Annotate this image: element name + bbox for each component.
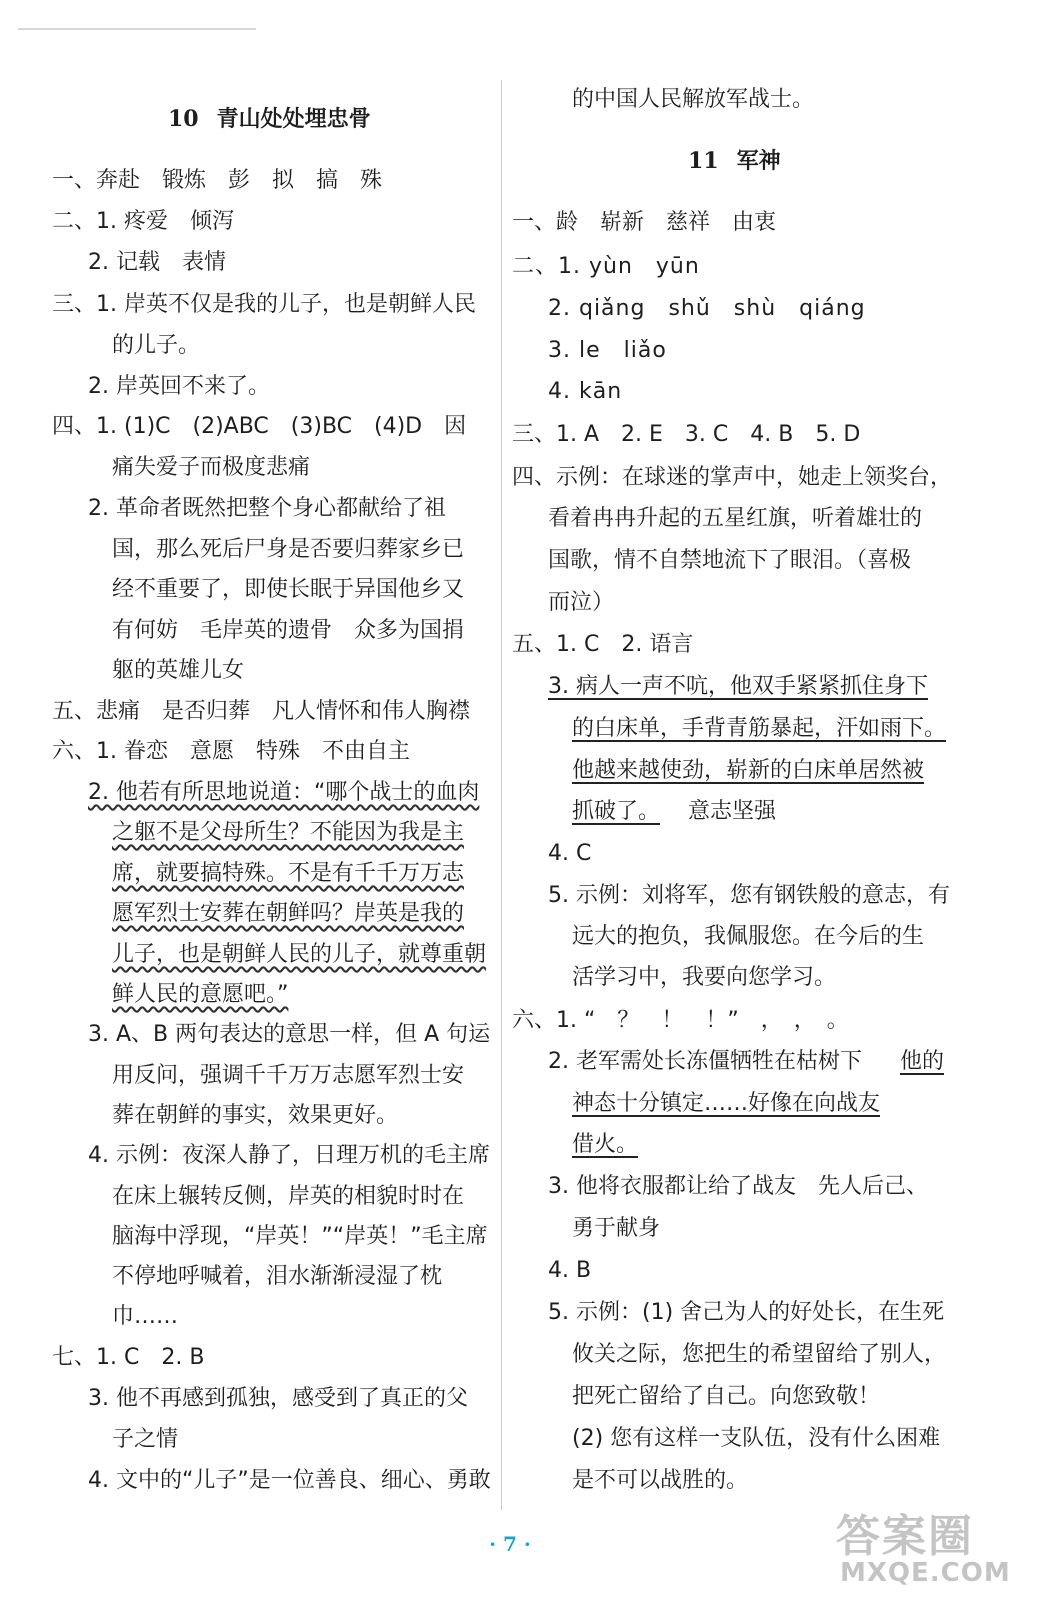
answer-line: 把死亡留给了自己。向您致敬！ — [572, 1384, 881, 1409]
answer-line: 活学习中，我要向您学习。 — [572, 965, 837, 990]
answer-line: 远大的抱负，我佩服您。在今后的生 — [572, 924, 925, 949]
answer-line: 2. 记载 表情 — [88, 250, 226, 275]
wavy-underlined-line: 席，就要搞特殊。不是有千千万万志 — [112, 861, 465, 886]
answer-line: 经不重要了，即使长眠于异国他乡又 — [112, 577, 465, 602]
answer-line: 国，那么死后尸身是否要归葬家乡已 — [112, 537, 465, 562]
answer-line: 躯的英雄儿女 — [112, 658, 245, 683]
section-title-11 — [688, 146, 781, 177]
answer-line: 子之情 — [112, 1427, 179, 1452]
answer-line: (2) 您有这样一支队伍，没有什么困难 — [572, 1426, 941, 1451]
answer-line: 3. 他将衣服都让给了战友 先人后己、 — [548, 1174, 928, 1199]
underlined-line: 神态十分镇定……好像在向战友 — [572, 1091, 881, 1116]
wavy-underlined-line: 儿子，也是朝鲜人民的儿子，就尊重朝 — [112, 942, 487, 967]
answer-line: 4. 示例：夜深人静了，日理万机的毛主席 — [88, 1143, 490, 1168]
wavy-underlined-line: 之躯不是父母所生？不能因为我是主 — [112, 820, 465, 845]
answer-line: 2. qiǎng shǔ shù qiáng — [548, 296, 866, 321]
answer-line: 2. 岸英回不来了。 — [88, 374, 270, 399]
answer-line: 4. B — [548, 1258, 592, 1283]
answer-line: 不停地呼喊着，泪水渐渐浸湿了枕 — [112, 1264, 443, 1289]
column-divider — [501, 80, 502, 1510]
answer-line: 五、1. C 2. 语言 — [512, 632, 694, 657]
answer-line: 3. le liǎo — [548, 338, 667, 363]
answer-line: 一、奔赴 锻炼 彭 拟 搞 殊 — [52, 168, 383, 193]
answer-line: 在床上辗转反侧，岸英的相貌时时在 — [112, 1184, 465, 1209]
wavy-underlined-line: 2. 他若有所思地说道：“哪个战士的血肉 — [88, 780, 480, 805]
answer-line: 脑海中浮现，“岸英！”“岸英！”毛主席 — [112, 1224, 488, 1249]
watermark-logo — [836, 1500, 1046, 1596]
answer-line: 勇于献身 — [572, 1216, 661, 1241]
underlined-line: 借火。 — [572, 1132, 639, 1157]
answer-line: 而泣） — [548, 590, 615, 615]
wavy-underlined-line: 愿军烈士安葬在朝鲜吗？岸英是我的 — [112, 901, 465, 926]
answer-line: 2. 革命者既然把整个身心都献给了祖 — [88, 496, 446, 521]
section-number: 11 — [688, 148, 719, 174]
section-title-text: 青山处处埋忠骨 — [216, 107, 371, 132]
answer-line: 有何妨 毛岸英的遗骨 众多为国捐 — [112, 618, 465, 643]
underlined-line: 他的 — [900, 1049, 945, 1074]
wavy-underlined-line: 鲜人民的意愿吧。” — [112, 982, 289, 1007]
answer-line: 六、1. “ ？ ！ ！” ， ， 。 — [512, 1008, 849, 1033]
answer-line: 痛失爱子而极度悲痛 — [112, 455, 311, 480]
answer-line: 七、1. C 2. B — [52, 1345, 205, 1370]
watermark-text: MXQE.COM — [840, 1558, 1011, 1588]
answer-line: 二、1. yùn yūn — [512, 254, 700, 279]
answer-line: 三、1. A 2. E 3. C 4. B 5. D — [512, 422, 861, 447]
continued-line: 的中国人民解放军战士。 — [572, 87, 815, 112]
answer-line: 2. 老军需处长冻僵牺牲在枯树下 — [548, 1049, 862, 1074]
answer-line: 四、示例：在球迷的掌声中，她走上领奖台， — [512, 465, 953, 490]
answer-line: 用反问，强调千千万万志愿军烈士安 — [112, 1063, 465, 1088]
section-number: 10 — [168, 106, 199, 132]
answer-line: 四、1. (1)C (2)ABC (3)BC (4)D 因 — [52, 414, 467, 439]
answer-line: 葬在朝鲜的事实，效果更好。 — [112, 1103, 399, 1128]
answer-line: 4. 文中的“儿子”是一位善良、细心、勇敢 — [88, 1468, 491, 1493]
page-number: · 7 · — [489, 1532, 531, 1556]
answer-line: 攸关之际，您把生的希望留给了别人， — [572, 1342, 947, 1367]
underlined-line: 的白床单，手背青筋暴起，汗如雨下。 — [572, 716, 947, 741]
answer-line: 3. 他不再感到孤独，感受到了真正的父 — [88, 1386, 468, 1411]
answer-line: 是不可以战胜的。 — [572, 1468, 749, 1493]
answer-line: 巾…… — [112, 1304, 179, 1329]
underlined-line: 他越来越使劲，崭新的白床单居然被 — [572, 758, 925, 783]
section-title-10 — [168, 104, 371, 135]
answer-line: 六、1. 眷恋 意愿 特殊 不由自主 — [52, 739, 410, 764]
answer-line: 4. C — [548, 841, 592, 866]
answer-line: 国歌，情不自禁地流下了眼泪。（喜极 — [548, 548, 912, 573]
answer-line: 5. 示例：刘将军，您有钢铁般的意志，有 — [548, 883, 950, 908]
answer-line: 五、悲痛 是否归葬 凡人情怀和伟人胸襟 — [52, 699, 471, 724]
answer-line: 3. A、B 两句表达的意思一样，但 A 句运 — [88, 1022, 491, 1047]
watermark-mark: 答案圈 — [836, 1511, 974, 1562]
answer-line: 看着冉冉升起的五星红旗，听着雄壮的 — [548, 506, 923, 531]
section-title-text: 军神 — [736, 149, 781, 174]
underlined-line: 3. 病人一声不吭，他双手紧紧抓住身下 — [548, 674, 928, 699]
answer-line: 意志坚强 — [688, 799, 777, 824]
answer-line: 4. kān — [548, 379, 623, 404]
top-rule — [18, 28, 256, 30]
underlined-line: 抓破了。 — [572, 799, 661, 824]
answer-line: 三、1. 岸英不仅是我的儿子，也是朝鲜人民 — [52, 292, 476, 317]
answer-line: 5. 示例：(1) 舍己为人的好处长，在生死 — [548, 1300, 945, 1325]
answer-line: 一、龄 崭新 慈祥 由衷 — [512, 210, 777, 235]
answer-line: 二、1. 疼爱 倾泻 — [52, 209, 234, 234]
answer-line: 的儿子。 — [112, 333, 201, 358]
